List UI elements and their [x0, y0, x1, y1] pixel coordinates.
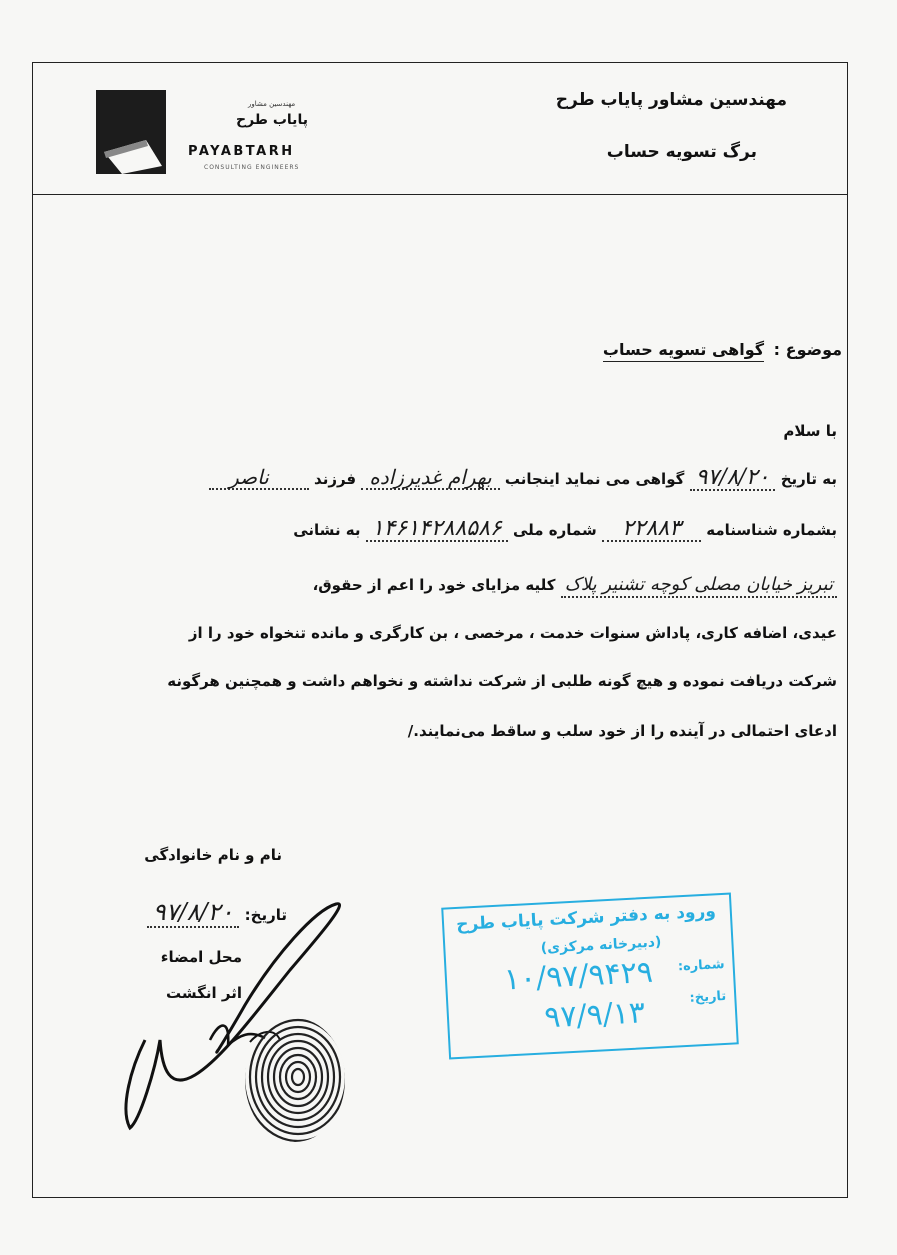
body-line-6: ادعای احتمالی در آینده را از خود سلب و ساقط می‌نمایند./	[407, 722, 837, 740]
body-line-3	[77, 574, 837, 598]
stamp-number: ۱۰/۹۷/۹۴۲۹	[503, 954, 654, 998]
line2-id: ۲۲۸۸۳	[602, 518, 701, 542]
header-divider	[32, 194, 848, 195]
line1-name: بهرام غدیرزاده	[361, 466, 499, 490]
line1-child: فرزند	[314, 470, 357, 488]
line3-address: تبریز خیابان مصلی کوچه تشنیر پلاک	[561, 574, 837, 598]
subject-label: موضوع :	[773, 340, 842, 359]
entry-stamp	[441, 893, 739, 1060]
subject-value: گواهی تسویه حساب	[603, 340, 764, 362]
line1-mid: گواهی می نماید اینجانب	[504, 470, 685, 488]
line1-date: ۹۷/۸/۲۰	[690, 467, 776, 491]
sign-date-value: ۹۷/۸/۲۰	[147, 898, 240, 928]
line1-father: ناصر	[209, 466, 309, 490]
body-line-1	[77, 466, 837, 491]
logo-tagline: مهندسین مشاور	[248, 100, 296, 108]
stamp-date: ۹۷/۹/۱۳	[543, 995, 646, 1036]
sign-place-label: محل امضاء	[160, 948, 242, 966]
line3-suffix: کلیه مزایای خود را اعم از حقوق،	[312, 576, 556, 594]
stamp-date-label: تاریخ:	[689, 988, 727, 1006]
sign-date-label: تاریخ:	[244, 906, 287, 924]
line1-prefix: به تاریخ	[780, 470, 837, 488]
line2-mid: شماره ملی	[512, 521, 597, 539]
body-line-4: عیدی، اضافه کاری، پاداش سنوات خدمت ، مرخصی ، بن کارگری و مانده تنخواه خود را از	[188, 624, 837, 642]
form-title: برگ تسویه حساب	[606, 142, 757, 162]
company-logo	[96, 90, 336, 180]
logo-mark-icon	[96, 90, 166, 174]
logo-subtitle: CONSULTING ENGINEERS	[204, 164, 300, 171]
logo-name-en: PAYABTARH	[188, 144, 295, 159]
thumbprint-label: اثر انگشت	[166, 984, 242, 1002]
stamp-title: ورود به دفتر شرکت پایاب طرح	[455, 901, 717, 935]
line2-suffix: به نشانی	[293, 521, 361, 539]
body-line-5: شرکت دریافت نموده و هیچ گونه طلبی از شرکت نداشته و نخواهم داشت و همچنین هرگونه	[167, 672, 837, 690]
body-line-2	[77, 518, 837, 542]
subject-line	[603, 340, 842, 359]
line2-prefix: بشماره شناسنامه	[706, 521, 837, 539]
stamp-number-label: شماره:	[677, 956, 725, 975]
fingerprint-icon	[240, 1015, 350, 1145]
stamp-subtitle: (دبیرخانه مرکزی)	[540, 934, 662, 957]
line2-national-id: ۱۴۶۱۴۲۸۸۵۸۶	[366, 518, 508, 542]
company-name: مهندسین مشاور پایاب طرح	[555, 90, 787, 110]
logo-name-fa: پایاب طرح	[236, 112, 308, 128]
greeting: با سلام	[783, 422, 837, 440]
name-label: نام و نام خانوادگی	[144, 846, 282, 864]
